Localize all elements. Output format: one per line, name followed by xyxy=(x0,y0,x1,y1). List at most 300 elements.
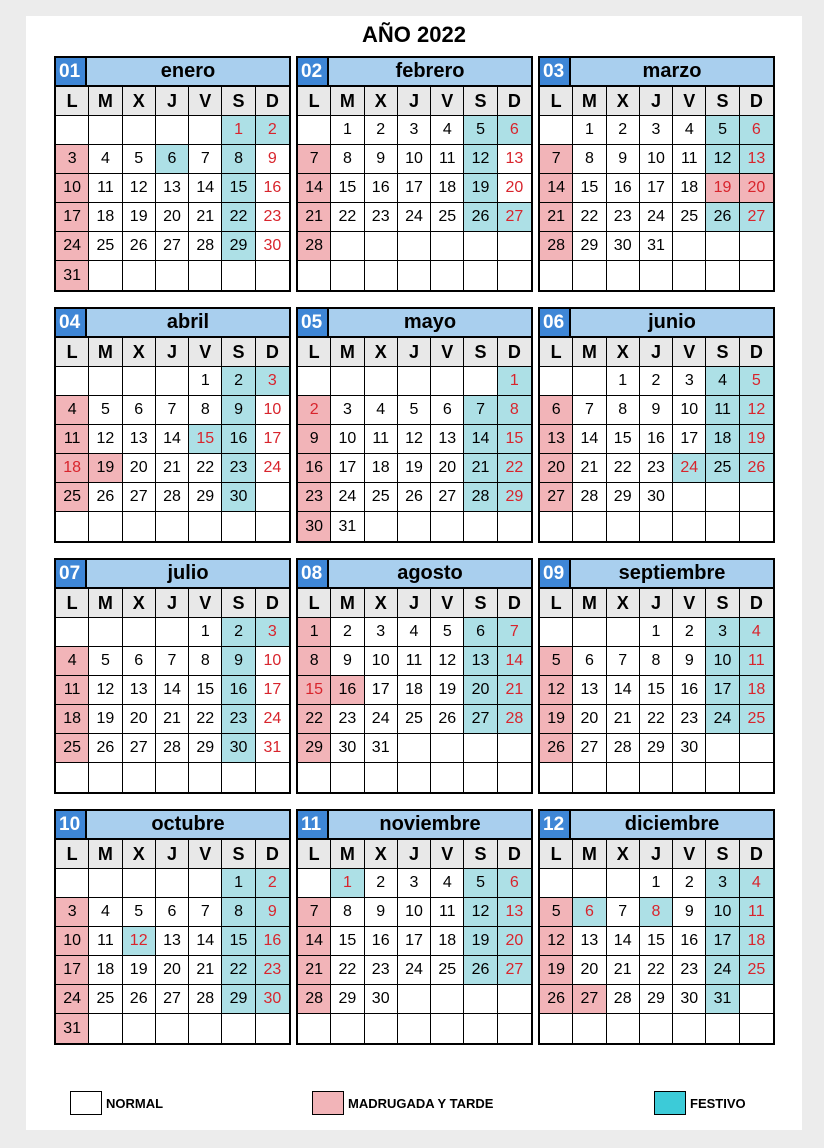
empty-cell xyxy=(256,261,289,290)
day-cell: 26 xyxy=(123,232,156,261)
day-cell: 12 xyxy=(540,927,573,956)
day-cell: 11 xyxy=(740,898,773,927)
day-cell: 24 xyxy=(706,705,739,734)
day-cell: 22 xyxy=(640,956,673,985)
empty-cell xyxy=(123,367,156,396)
empty-cell xyxy=(640,512,673,541)
weekday-header: X xyxy=(123,589,156,618)
empty-cell xyxy=(156,367,189,396)
day-cell: 3 xyxy=(56,898,89,927)
weekday-header: L xyxy=(540,589,573,618)
day-cell: 2 xyxy=(256,116,289,145)
legend-normal-label: NORMAL xyxy=(106,1095,164,1111)
day-cell: 11 xyxy=(398,647,431,676)
day-cell: 15 xyxy=(607,425,640,454)
day-cell: 29 xyxy=(498,483,531,512)
weekday-header: J xyxy=(156,87,189,116)
day-cell: 21 xyxy=(498,676,531,705)
day-cell: 16 xyxy=(298,454,331,483)
empty-cell xyxy=(498,261,531,290)
day-cell: 30 xyxy=(256,985,289,1014)
empty-cell xyxy=(298,869,331,898)
day-cell: 30 xyxy=(365,985,398,1014)
day-cell: 7 xyxy=(464,396,497,425)
day-cell: 21 xyxy=(189,956,222,985)
month-octubre xyxy=(54,809,291,1045)
day-cell: 12 xyxy=(540,676,573,705)
day-cell: 21 xyxy=(298,956,331,985)
month-header xyxy=(298,811,531,840)
empty-cell xyxy=(540,367,573,396)
legend-madrugada-label: MADRUGADA Y TARDE xyxy=(348,1095,494,1111)
month-grid xyxy=(540,338,773,541)
empty-cell xyxy=(498,1014,531,1043)
day-cell: 31 xyxy=(706,985,739,1014)
day-cell: 14 xyxy=(298,927,331,956)
day-cell: 24 xyxy=(398,956,431,985)
empty-cell xyxy=(56,763,89,792)
empty-cell xyxy=(189,763,222,792)
day-cell: 17 xyxy=(256,425,289,454)
day-cell: 10 xyxy=(706,898,739,927)
day-cell: 11 xyxy=(673,145,706,174)
day-cell: 27 xyxy=(123,483,156,512)
month-noviembre xyxy=(296,809,533,1045)
month-number: 01 xyxy=(56,58,87,85)
day-cell: 13 xyxy=(740,145,773,174)
legend-festivo xyxy=(654,1090,746,1116)
day-cell: 17 xyxy=(398,927,431,956)
day-cell: 21 xyxy=(189,203,222,232)
day-cell: 22 xyxy=(498,454,531,483)
day-cell: 8 xyxy=(222,145,255,174)
day-cell: 15 xyxy=(189,425,222,454)
day-cell: 19 xyxy=(89,705,122,734)
weekday-header: L xyxy=(540,840,573,869)
empty-cell xyxy=(56,512,89,541)
weekday-header: M xyxy=(573,840,606,869)
empty-cell xyxy=(398,763,431,792)
empty-cell xyxy=(222,512,255,541)
weekday-header: J xyxy=(398,87,431,116)
empty-cell xyxy=(740,261,773,290)
day-cell: 28 xyxy=(189,232,222,261)
weekday-header: J xyxy=(398,338,431,367)
empty-cell xyxy=(464,512,497,541)
weekday-header: S xyxy=(706,87,739,116)
day-cell: 26 xyxy=(123,985,156,1014)
month-header xyxy=(540,811,773,840)
day-cell: 8 xyxy=(189,647,222,676)
day-cell: 25 xyxy=(89,985,122,1014)
empty-cell xyxy=(56,618,89,647)
day-cell: 25 xyxy=(56,734,89,763)
day-cell: 29 xyxy=(573,232,606,261)
weekday-header: L xyxy=(298,840,331,869)
day-cell: 13 xyxy=(498,898,531,927)
empty-cell xyxy=(365,367,398,396)
empty-cell xyxy=(256,763,289,792)
day-cell: 10 xyxy=(256,647,289,676)
day-cell: 8 xyxy=(640,647,673,676)
day-cell: 12 xyxy=(464,145,497,174)
empty-cell xyxy=(189,512,222,541)
day-cell: 26 xyxy=(89,483,122,512)
weekday-header: M xyxy=(331,840,364,869)
day-cell: 20 xyxy=(431,454,464,483)
day-cell: 23 xyxy=(256,956,289,985)
day-cell: 13 xyxy=(573,927,606,956)
day-cell: 1 xyxy=(607,367,640,396)
empty-cell xyxy=(431,734,464,763)
empty-cell xyxy=(156,763,189,792)
legend-madrugada-tarde xyxy=(312,1090,493,1116)
day-cell: 31 xyxy=(56,261,89,290)
month-number: 11 xyxy=(298,811,329,838)
day-cell: 23 xyxy=(222,705,255,734)
weekday-header: D xyxy=(740,338,773,367)
empty-cell xyxy=(706,232,739,261)
legend-normal xyxy=(70,1090,163,1116)
day-cell: 22 xyxy=(222,956,255,985)
day-cell: 22 xyxy=(298,705,331,734)
day-cell: 9 xyxy=(640,396,673,425)
weekday-header: J xyxy=(640,589,673,618)
day-cell: 3 xyxy=(365,618,398,647)
day-cell: 31 xyxy=(365,734,398,763)
day-cell: 13 xyxy=(156,927,189,956)
day-cell: 14 xyxy=(498,647,531,676)
day-cell: 19 xyxy=(740,425,773,454)
day-cell: 7 xyxy=(607,898,640,927)
day-cell: 25 xyxy=(89,232,122,261)
weekday-header: X xyxy=(607,840,640,869)
month-header xyxy=(540,560,773,589)
day-cell: 3 xyxy=(256,618,289,647)
empty-cell xyxy=(398,512,431,541)
month-name: febrero xyxy=(329,58,531,85)
day-cell: 3 xyxy=(331,396,364,425)
empty-cell xyxy=(431,512,464,541)
day-cell: 12 xyxy=(89,676,122,705)
day-cell: 3 xyxy=(673,367,706,396)
empty-cell xyxy=(464,985,497,1014)
day-cell: 1 xyxy=(331,869,364,898)
empty-cell xyxy=(573,1014,606,1043)
day-cell: 20 xyxy=(156,203,189,232)
day-cell: 9 xyxy=(222,647,255,676)
day-cell: 10 xyxy=(56,927,89,956)
weekday-header: J xyxy=(398,589,431,618)
weekday-header: L xyxy=(298,87,331,116)
weekday-header: D xyxy=(498,87,531,116)
day-cell: 9 xyxy=(365,898,398,927)
empty-cell xyxy=(740,1014,773,1043)
day-cell: 9 xyxy=(256,898,289,927)
day-cell: 29 xyxy=(222,232,255,261)
day-cell: 30 xyxy=(673,985,706,1014)
month-number: 03 xyxy=(540,58,571,85)
day-cell: 17 xyxy=(365,676,398,705)
weekday-header: D xyxy=(498,338,531,367)
day-cell: 30 xyxy=(640,483,673,512)
day-cell: 15 xyxy=(222,174,255,203)
day-cell: 12 xyxy=(740,396,773,425)
empty-cell xyxy=(123,512,156,541)
empty-cell xyxy=(89,618,122,647)
empty-cell xyxy=(331,261,364,290)
day-cell: 4 xyxy=(365,396,398,425)
day-cell: 22 xyxy=(607,454,640,483)
day-cell: 30 xyxy=(607,232,640,261)
weekday-header: D xyxy=(498,589,531,618)
legend-madrugada-swatch xyxy=(312,1091,344,1115)
day-cell: 27 xyxy=(498,956,531,985)
day-cell: 19 xyxy=(431,676,464,705)
empty-cell xyxy=(89,1014,122,1043)
day-cell: 11 xyxy=(365,425,398,454)
month-name: junio xyxy=(571,309,773,336)
empty-cell xyxy=(89,261,122,290)
day-cell: 25 xyxy=(706,454,739,483)
day-cell: 12 xyxy=(431,647,464,676)
weekday-header: L xyxy=(56,338,89,367)
day-cell: 14 xyxy=(156,425,189,454)
day-cell: 27 xyxy=(156,985,189,1014)
day-cell: 28 xyxy=(607,734,640,763)
day-cell: 15 xyxy=(640,676,673,705)
day-cell: 12 xyxy=(464,898,497,927)
empty-cell xyxy=(498,512,531,541)
empty-cell xyxy=(156,869,189,898)
day-cell: 22 xyxy=(189,705,222,734)
month-header xyxy=(298,58,531,87)
month-grid xyxy=(56,87,289,290)
day-cell: 8 xyxy=(331,145,364,174)
month-grid xyxy=(56,840,289,1043)
day-cell: 27 xyxy=(431,483,464,512)
day-cell: 11 xyxy=(431,898,464,927)
weekday-header: V xyxy=(189,589,222,618)
day-cell: 30 xyxy=(222,734,255,763)
weekday-header: X xyxy=(123,840,156,869)
weekday-header: V xyxy=(431,840,464,869)
day-cell: 3 xyxy=(706,869,739,898)
weekday-header: J xyxy=(640,87,673,116)
day-cell: 21 xyxy=(464,454,497,483)
day-cell: 7 xyxy=(498,618,531,647)
day-cell: 8 xyxy=(298,647,331,676)
weekday-header: S xyxy=(464,589,497,618)
day-cell: 4 xyxy=(431,869,464,898)
month-number: 10 xyxy=(56,811,87,838)
weekday-header: J xyxy=(156,338,189,367)
weekday-header: S xyxy=(222,338,255,367)
day-cell: 9 xyxy=(331,647,364,676)
empty-cell xyxy=(464,1014,497,1043)
day-cell: 8 xyxy=(498,396,531,425)
day-cell: 28 xyxy=(498,705,531,734)
day-cell: 17 xyxy=(398,174,431,203)
weekday-header: L xyxy=(540,87,573,116)
empty-cell xyxy=(706,483,739,512)
empty-cell xyxy=(740,985,773,1014)
day-cell: 17 xyxy=(706,676,739,705)
day-cell: 18 xyxy=(706,425,739,454)
weekday-header: X xyxy=(607,338,640,367)
day-cell: 7 xyxy=(156,647,189,676)
day-cell: 23 xyxy=(365,203,398,232)
day-cell: 2 xyxy=(365,869,398,898)
empty-cell xyxy=(398,985,431,1014)
weekday-header: L xyxy=(298,589,331,618)
month-number: 04 xyxy=(56,309,87,336)
day-cell: 25 xyxy=(431,203,464,232)
day-cell: 4 xyxy=(398,618,431,647)
day-cell: 25 xyxy=(398,705,431,734)
day-cell: 27 xyxy=(573,734,606,763)
day-cell: 2 xyxy=(222,618,255,647)
day-cell: 4 xyxy=(740,869,773,898)
empty-cell xyxy=(640,763,673,792)
empty-cell xyxy=(573,618,606,647)
weekday-header: S xyxy=(222,589,255,618)
day-cell: 6 xyxy=(498,869,531,898)
empty-cell xyxy=(464,261,497,290)
day-cell: 15 xyxy=(331,927,364,956)
empty-cell xyxy=(123,763,156,792)
day-cell: 13 xyxy=(540,425,573,454)
empty-cell xyxy=(123,261,156,290)
empty-cell xyxy=(607,618,640,647)
day-cell: 23 xyxy=(256,203,289,232)
day-cell: 11 xyxy=(706,396,739,425)
empty-cell xyxy=(607,1014,640,1043)
day-cell: 27 xyxy=(498,203,531,232)
day-cell: 26 xyxy=(89,734,122,763)
day-cell: 29 xyxy=(331,985,364,1014)
day-cell: 27 xyxy=(540,483,573,512)
day-cell: 18 xyxy=(365,454,398,483)
day-cell: 18 xyxy=(398,676,431,705)
day-cell: 18 xyxy=(89,956,122,985)
empty-cell xyxy=(673,483,706,512)
empty-cell xyxy=(298,1014,331,1043)
weekday-header: S xyxy=(464,87,497,116)
empty-cell xyxy=(464,734,497,763)
empty-cell xyxy=(365,1014,398,1043)
day-cell: 4 xyxy=(706,367,739,396)
month-number: 02 xyxy=(298,58,329,85)
empty-cell xyxy=(706,763,739,792)
empty-cell xyxy=(540,763,573,792)
day-cell: 3 xyxy=(398,869,431,898)
day-cell: 27 xyxy=(740,203,773,232)
day-cell: 14 xyxy=(607,927,640,956)
day-cell: 8 xyxy=(189,396,222,425)
empty-cell xyxy=(540,512,573,541)
day-cell: 9 xyxy=(673,647,706,676)
day-cell: 10 xyxy=(640,145,673,174)
empty-cell xyxy=(156,116,189,145)
empty-cell xyxy=(740,763,773,792)
day-cell: 1 xyxy=(573,116,606,145)
day-cell: 9 xyxy=(365,145,398,174)
empty-cell xyxy=(498,232,531,261)
day-cell: 29 xyxy=(189,734,222,763)
month-name: diciembre xyxy=(571,811,773,838)
day-cell: 14 xyxy=(156,676,189,705)
day-cell: 22 xyxy=(222,203,255,232)
month-grid xyxy=(540,87,773,290)
day-cell: 1 xyxy=(640,618,673,647)
empty-cell xyxy=(256,512,289,541)
day-cell: 27 xyxy=(156,232,189,261)
day-cell: 5 xyxy=(540,898,573,927)
empty-cell xyxy=(607,512,640,541)
day-cell: 25 xyxy=(365,483,398,512)
day-cell: 2 xyxy=(331,618,364,647)
month-name: abril xyxy=(87,309,289,336)
day-cell: 5 xyxy=(464,116,497,145)
page-title: AÑO 2022 xyxy=(362,22,466,47)
day-cell: 17 xyxy=(331,454,364,483)
day-cell: 27 xyxy=(573,985,606,1014)
weekday-header: L xyxy=(540,338,573,367)
weekday-header: L xyxy=(56,589,89,618)
empty-cell xyxy=(123,116,156,145)
day-cell: 31 xyxy=(56,1014,89,1043)
day-cell: 24 xyxy=(365,705,398,734)
empty-cell xyxy=(156,1014,189,1043)
day-cell: 9 xyxy=(298,425,331,454)
day-cell: 18 xyxy=(89,203,122,232)
weekday-header: V xyxy=(431,87,464,116)
empty-cell xyxy=(740,232,773,261)
day-cell: 1 xyxy=(189,618,222,647)
day-cell: 2 xyxy=(222,367,255,396)
weekday-header: M xyxy=(89,338,122,367)
month-grid xyxy=(540,840,773,1043)
day-cell: 28 xyxy=(156,734,189,763)
weekday-header: V xyxy=(673,87,706,116)
weekday-header: V xyxy=(673,840,706,869)
day-cell: 19 xyxy=(540,956,573,985)
day-cell: 29 xyxy=(298,734,331,763)
weekday-header: V xyxy=(673,338,706,367)
day-cell: 1 xyxy=(640,869,673,898)
day-cell: 16 xyxy=(331,676,364,705)
day-cell: 15 xyxy=(573,174,606,203)
empty-cell xyxy=(298,763,331,792)
empty-cell xyxy=(607,763,640,792)
day-cell: 5 xyxy=(740,367,773,396)
day-cell: 5 xyxy=(89,647,122,676)
empty-cell xyxy=(398,367,431,396)
month-name: noviembre xyxy=(329,811,531,838)
day-cell: 12 xyxy=(89,425,122,454)
empty-cell xyxy=(706,734,739,763)
empty-cell xyxy=(56,367,89,396)
day-cell: 26 xyxy=(540,734,573,763)
day-cell: 19 xyxy=(123,203,156,232)
month-header xyxy=(56,309,289,338)
day-cell: 23 xyxy=(607,203,640,232)
day-cell: 19 xyxy=(706,174,739,203)
empty-cell xyxy=(156,618,189,647)
weekday-header: D xyxy=(740,840,773,869)
day-cell: 24 xyxy=(640,203,673,232)
